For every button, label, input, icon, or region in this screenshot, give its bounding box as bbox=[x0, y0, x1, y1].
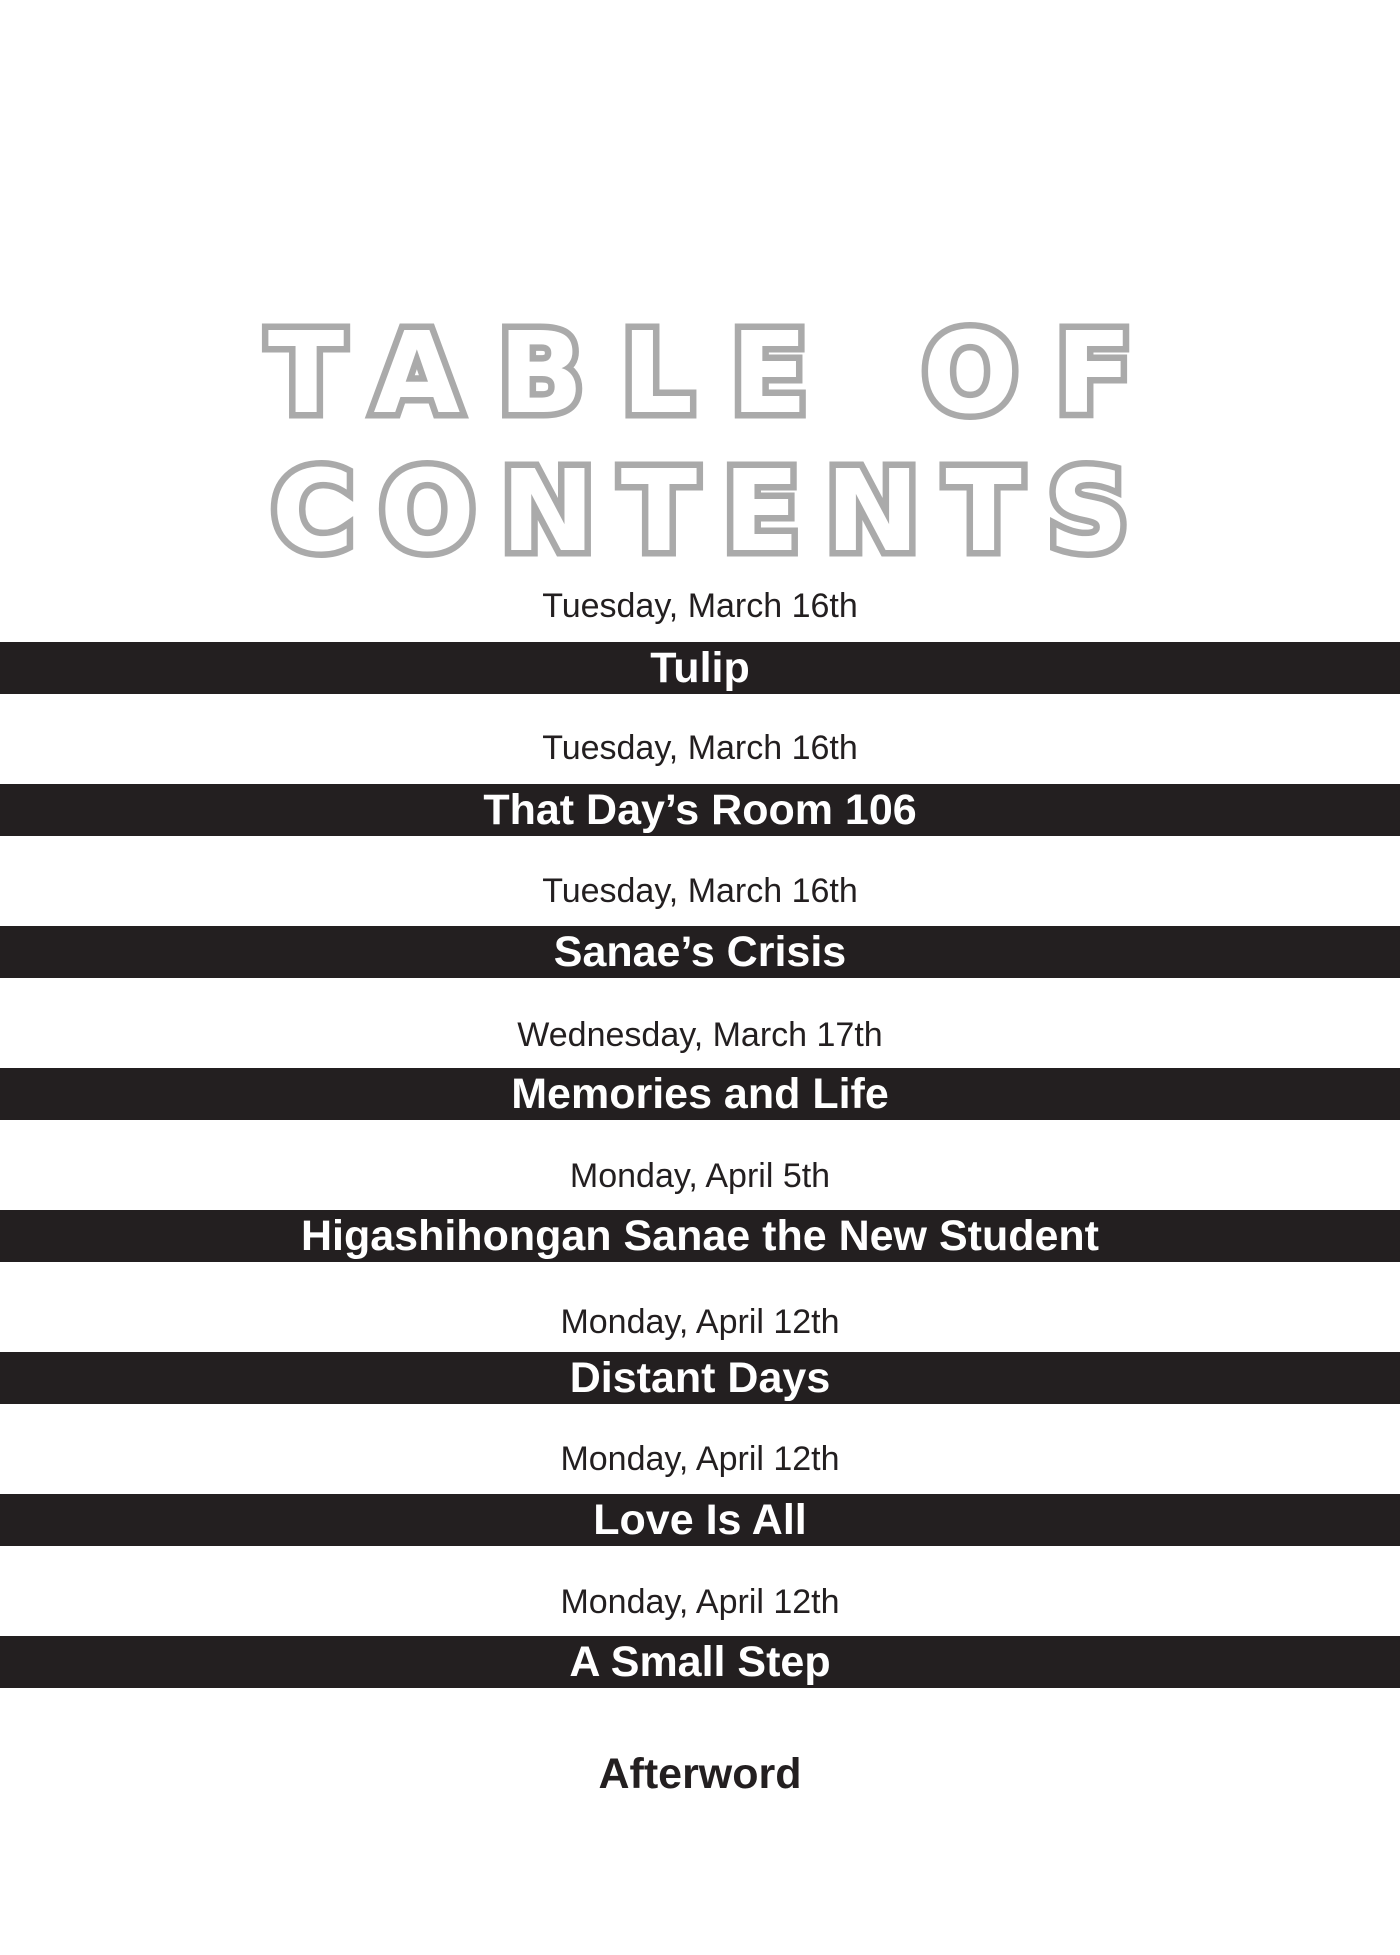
chapter-title-bar: Sanae’s Crisis bbox=[0, 926, 1400, 978]
entry-date: Monday, April 5th bbox=[569, 1157, 831, 1195]
toc-title-line-2: CONTENTS bbox=[271, 447, 1155, 577]
chapter-title-bar: That Day’s Room 106 bbox=[0, 784, 1400, 836]
chapter-title-bar: Love Is All bbox=[0, 1494, 1400, 1546]
entry-date: Monday, April 12th bbox=[560, 1440, 840, 1478]
entry-date: Tuesday, March 16th bbox=[542, 872, 858, 910]
toc-title-line-1: TABLE OF bbox=[267, 309, 1171, 439]
afterword-heading: Afterword bbox=[598, 1750, 802, 1798]
entry-date: Wednesday, March 17th bbox=[517, 1016, 883, 1054]
chapter-title-bar: A Small Step bbox=[0, 1636, 1400, 1688]
entry-date: Monday, April 12th bbox=[560, 1583, 840, 1621]
entry-date: Tuesday, March 16th bbox=[542, 587, 858, 625]
entry-date: Tuesday, March 16th bbox=[542, 729, 858, 767]
chapter-title-bar: Distant Days bbox=[0, 1352, 1400, 1404]
entry-date: Monday, April 12th bbox=[560, 1303, 840, 1341]
chapter-title-bar: Tulip bbox=[0, 642, 1400, 694]
chapter-title-bar: Higashihongan Sanae the New Student bbox=[0, 1210, 1400, 1262]
chapter-title-bar: Memories and Life bbox=[0, 1068, 1400, 1120]
